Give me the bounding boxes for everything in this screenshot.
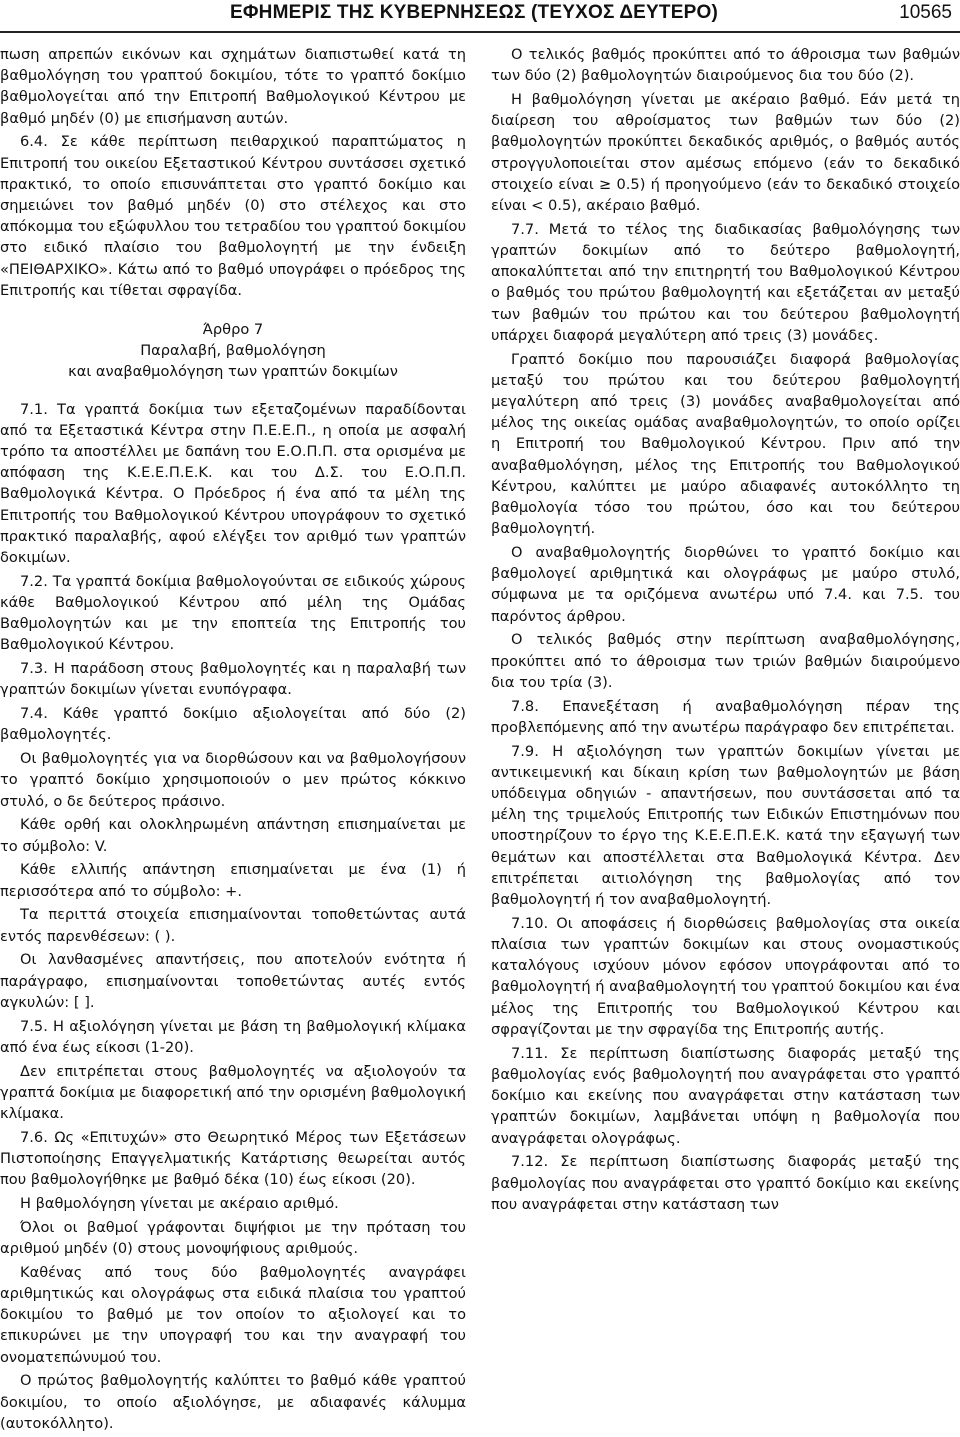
right-column xyxy=(491,44,960,1218)
paragraph-7-4: 7.4. Κάθε γραπτό δοκίμιο αξιολογείται από δύο (2) βαθμολογητές. xyxy=(0,705,466,744)
paragraph: Ο αναβαθμολογητής διορθώνει το γραπτό δοκίμιο και βαθμολογεί αριθμητικά και ολογράφως με μαύρο στυλό, σύμφωνα με τα οριζόμενα ανωτέρω υπό 7.4. και 7.5. του παρόντος άρθρου. xyxy=(491,544,960,625)
header-rule xyxy=(0,31,960,33)
article-subtitle: Παραλαβή, βαθμολόγηση xyxy=(140,342,326,360)
article-subtitle: και αναβαθμολόγηση των γραπτών δοκιμίων xyxy=(68,363,398,381)
paragraph: Δεν επιτρέπεται στους βαθμολογητές να αξιολογούν τα γραπτά δοκίμια με διαφορετική από την ορισμένη βαθμολογική κλίμακα. xyxy=(0,1062,466,1123)
paragraph: Η βαθμολόγηση γίνεται με ακέραιο αριθμό. xyxy=(20,1195,339,1213)
page-number: 10565 xyxy=(899,2,952,23)
paragraph: Τα περιττά στοιχεία επισημαίνονται τοποθετώντας αυτά εντός παρενθέσεων: ( ). xyxy=(0,906,466,945)
paragraph: Οι βαθμολογητές για να διορθώσουν και να βαθμολογήσουν το γραπτό δοκίμιο χρησιμοποιούν ο μεν πρώτος κόκκινο στυλό, ο δε δεύτερος πράσινο. xyxy=(0,750,466,810)
paragraph: Γραπτό δοκίμιο που παρουσιάζει διαφορά βαθμολογίας μεταξύ του πρώτου και του δεύτερου βαθμολογητή μεγαλύτερη από τρεις (3) μονάδες αναβαθμολογείται από μέλος της οικείας ομάδας αναβαθμολογητών, το οποίο ορίζει η Επιτροπή του Βαθμολογικού Κέντρου. Πριν από την αναβαθμολόγηση, μέλος της Επιτροπής του Βαθμολογικού Κέντρου, καλύπτει με μαύρο αδιαφανές αυτοκόλλητο τη βαθμολογία τόσο του πρώτου, όσο και του δεύτερου βαθμολογητή. xyxy=(491,350,960,538)
paragraph-7-10: 7.10. Οι αποφάσεις ή διορθώσεις βαθμολογίας στα οικεία πλαίσια των γραπτών δοκιμίων και στους ονομαστικούς καταλόγους ισχύουν μόνον εφόσον υπογράφονται από το βαθμολογητή ή αναβαθμολογητή του γραπτού δοκιμίου και ένα μέλος της Επιτροπής του Βαθμολογικού Κέντρου και σφραγίζονται με την σφραγίδα της Επιτροπής αυτής. xyxy=(491,914,960,1038)
paragraph-7-9: 7.9. Η αξιολόγηση των γραπτών δοκιμίων γίνεται με αντικειμενική και δίκαιη κρίση των βαθμολογητών με βάση υπόδειγμα οδηγιών - απαντήσεων, που συντάσσεται από τα μέλη της τριμελούς Επιτροπής των Ειδικών Επιστημόνων που υποστηρίζουν το έργο της Κ.Ε.Ε.Π.Ε.Κ. κατά την εξαγωγή των θεμάτων και αποστέλλεται στα Βαθμολογικά Κέντρα. Δεν επιτρέπεται αιτιολόγηση της βαθμολογίας από τον βαθμολογητή ή τον αναβαθμολογητή. xyxy=(491,742,960,909)
paragraph: Ο πρώτος βαθμολογητής καλύπτει το βαθμό κάθε γραπτού δοκιμίου, το οποίο αξιολόγησε, με αδιαφανές κάλυμμα (αυτοκόλλητο). xyxy=(0,1372,466,1432)
left-column xyxy=(0,44,466,1437)
paragraph: Καθένας από τους δύο βαθμολογητές αναγράφει αριθμητικώς και ολογράφως στα ειδικά πλαίσια του γραπτού δοκιμίου το βαθμό με τον οποίον το αξιολογεί και το επικυρώνει με την υπογραφή του και την αναγραφή του ονοματεπώνυμού του. xyxy=(0,1263,466,1366)
paragraph-7-11: 7.11. Σε περίπτωση διαπίστωσης διαφοράς μεταξύ της βαθμολογίας ενός βαθμολογητή που αναγράφεται στο γραπτό δοκίμιο και εκείνης που αναγράφεται στην κατάσταση των γραπτών δοκιμίων, λαμβάνεται υπόψη η βαθμολογία που αναγράφεται ολογράφως. xyxy=(491,1044,960,1147)
paragraph: πωση απρεπών εικόνων και σχημάτων διαπιστωθεί κατά τη βαθμολόγηση του γραπτού δοκιμίου, τότε το γραπτό δοκίμιο βαθμολογείται από την Επιτροπή Βαθμολογικού Κέντρου με βαθμό μηδέν (0) με επισήμανση αυτών. xyxy=(0,46,466,127)
paragraph: Ο τελικός βαθμός προκύπτει από το άθροισμα των βαθμών των δύο (2) βαθμολογητών διαιρούμενος δια του δύο (2). xyxy=(491,46,960,85)
paragraph: Η βαθμολόγηση γίνεται με ακέραιο βαθμό. Εάν μετά τη διαίρεση του αθροίσματος των βαθμών των δύο (2) βαθμολογητών προκύπτει δεκαδικός αριθμός, ο βαθμός αυτός στρογγυλοποιείται στον αμέσως επόμενο (εάν το δεκαδικό στοιχείο είναι ≥ 0.5) ή προηγούμενο (εάν το δεκαδικό στοιχείο είναι < 0.5), ακέραιο βαθμό. xyxy=(491,91,960,215)
gazette-title: ΕΦΗΜΕΡΙΣ ΤΗΣ ΚΥΒΕΡΝΗΣΕΩΣ (ΤΕΥΧΟΣ ΔΕΥΤΕΡΟ) xyxy=(230,2,718,23)
paragraph-7-6: 7.6. Ως «Επιτυχών» στο Θεωρητικό Μέρος των Εξετάσεων Πιστοποίησης Επαγγελματικής Κατάρτισης θεωρείται αυτός που βαθμολογήθηκε με βαθμό δέκα (10) έως είκοσι (20). xyxy=(0,1128,466,1189)
paragraph-7-7: 7.7. Μετά το τέλος της διαδικασίας βαθμολόγησης των γραπτών δοκιμίων από το δεύτερο βαθμολογητή, αποκαλύπτεται από την επιτηρητή του Βαθμολογικού Κέντρου ο βαθμός του πρώτου βαθμολογητή και εξετάζεται αν μεταξύ των βαθμών του πρώτου και του δεύτερου βαθμολογητή υπάρχει διαφορά μεγαλύτερη από τρεις (3) μονάδες. xyxy=(491,220,960,344)
page-header xyxy=(0,0,960,32)
paragraph-7-8: 7.8. Επανεξέταση ή αναβαθμολόγηση πέραν της προβλεπόμενης από την ανωτέρω παράγραφο δεν επιτρέπεται. xyxy=(491,697,960,736)
paragraph: Κάθε ελλιπής απάντηση επισημαίνεται με ένα (1) ή περισσότερα από το σύμβολο: +. xyxy=(0,861,466,900)
paragraph: Ο τελικός βαθμός στην περίπτωση αναβαθμολόγησης, προκύπτει από το άθροισμα των τριών βαθμών διαιρούμενο δια του τρία (3). xyxy=(491,631,960,691)
paragraph: Οι λανθασμένες απαντήσεις, που αποτελούν ενότητα ή παράγραφο, επισημαίνονται τοποθετώντας αυτές εντός αγκυλών: [ ]. xyxy=(0,951,466,1011)
article-title: Άρθρο 7 xyxy=(202,321,264,339)
paragraph-7-5: 7.5. Η αξιολόγηση γίνεται με βάση τη βαθμολογική κλίμακα από ένα έως είκοσι (1-20). xyxy=(0,1017,466,1056)
paragraph: Κάθε ορθή και ολοκληρωμένη απάντηση επισημαίνεται με το σύμβολο: V. xyxy=(0,816,466,855)
paragraph-7-2: 7.2. Τα γραπτά δοκίμια βαθμολογούνται σε ειδικούς χώρους κάθε Βαθμολογικού Κέντρου από μέλη της Ομάδας Βαθμολογητών και με την εποπτεία της Επιτροπής του Βαθμολογικού Κέντρου. xyxy=(0,572,466,654)
paragraph-7-3: 7.3. Η παράδοση στους βαθμολογητές και η παραλαβή των γραπτών δοκιμίων γίνεται ενυπόγραφα. xyxy=(0,660,466,699)
paragraph: Όλοι οι βαθμοί γράφονται διψήφιοι με την πρόταση του αριθμού μηδέν (0) στους μονοψήφιους αριθμούς. xyxy=(0,1218,466,1258)
paragraph-6-4: 6.4. Σε κάθε περίπτωση πειθαρχικού παραπτώματος η Επιτροπή του οικείου Εξεταστικού Κέντρου συντάσσει σχετικό πρακτικό, το οποίο επισυνάπτεται στο γραπτό δοκίμιο και σημειώνει τον βαθμό μηδέν (0) στο στέλεχος και στο απόκομμα του εξώφυλλου του τετραδίου του γραπτού δοκιμίου στο ειδικό πλαίσιο του βαθμολογητή με την ένδειξη «ΠΕΙΘΑΡΧΙΚΟ». Κάτω από το βαθμό υπογράφει ο πρόεδρος της Επιτροπής και τίθεται σφραγίδα. xyxy=(0,133,467,299)
paragraph-7-1: 7.1. Τα γραπτά δοκίμια των εξεταζομένων παραδίδονται από τα Εξεταστικά Κέντρα στην Π.Ε.Ε.Π., η οποία με ασφαλή τρόπο τα αποστέλλει με δαπάνη του Ε.Ο.Π.Π. στα ορισμένα με απόφαση της Κ.Ε.Ε.Π.Ε.Κ. και του Δ.Σ. του Ε.Ο.Π.Π. Βαθμολογικά Κέντρα. Ο Πρόεδρος ή ένα από τα μέλη της Επιτροπής του Βαθμολογικού Κέντρου υπογράφουν το σχετικό πρακτικό παραλαβής, αφού ελέγξει τον αριθμό των γραπτών δοκιμίων. xyxy=(0,400,466,567)
paragraph-7-12: 7.12. Σε περίπτωση διαπίστωσης διαφοράς μεταξύ της βαθμολογίας που αναγράφεται στο γραπτό δοκίμιο και εκείνης που αναγράφεται στην κατάσταση των xyxy=(491,1153,960,1213)
